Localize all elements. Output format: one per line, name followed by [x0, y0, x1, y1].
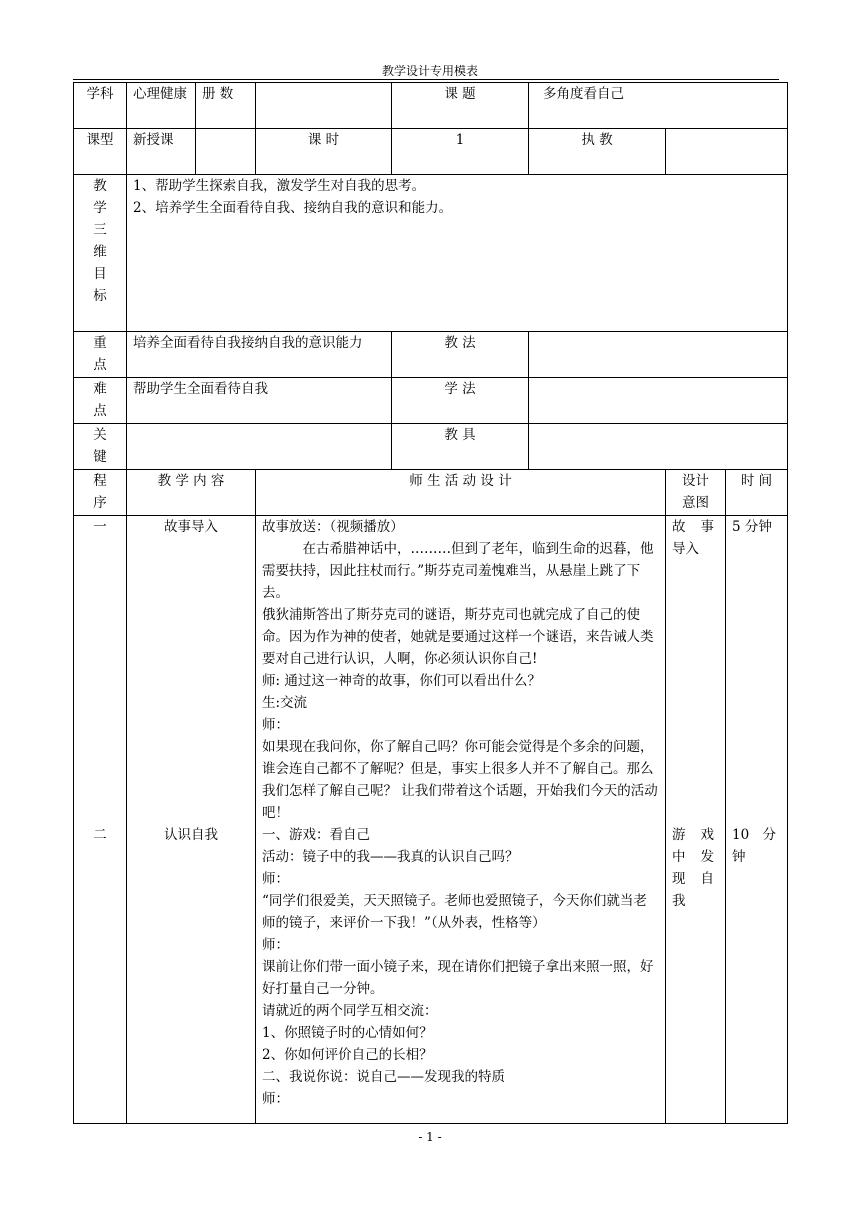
activity-line: 师: 通过这一神奇的故事，你们可以看出什么？	[262, 673, 541, 689]
activity-line: “同学们很爱美，天天照镜子。老师也爱照镜子，今天你们就当老师的镜子，来评价一下我！”（从外表，性格等）	[262, 893, 647, 931]
activity-line: 课前让你们带一面小镜子来，现在请你们把镜子拿出来照一照，好好打量自己一分钟。	[262, 959, 654, 997]
key-point-label: 重点	[74, 332, 127, 378]
page-number: - 1 -	[418, 1130, 442, 1144]
goals-label: 教学三维目标	[74, 175, 127, 332]
learn-method-label: 学 法	[392, 378, 529, 424]
volume-value	[256, 83, 392, 129]
time-column	[726, 516, 788, 1124]
activity-line: 活动：镜子中的我——我真的认识自己吗？	[262, 849, 519, 865]
volume-label: 册 数	[196, 83, 256, 129]
period-value: 1	[392, 129, 529, 175]
activity-line: 2、你如何评价自己的长相？	[262, 1047, 433, 1063]
teacher-label: 执 教	[529, 129, 666, 175]
activity-line: 师：	[262, 871, 289, 887]
intent-column	[666, 516, 726, 1124]
period-label: 课 时	[256, 129, 392, 175]
step-header: 程序	[74, 470, 127, 516]
subject-label: 学科	[74, 83, 127, 129]
step-intent: 游 戏中 发现 自我	[672, 827, 714, 909]
activity-content	[256, 516, 666, 1124]
activity-line: 生:交流	[262, 695, 308, 711]
step-number-column	[74, 516, 127, 1124]
goal-item: 2、培养学生全面看待自我、接纳自我的意识和能力。	[133, 200, 453, 216]
step-number: 二	[93, 827, 107, 843]
activity-line: 师：	[262, 1091, 289, 1107]
topic-label: 课 题	[392, 83, 529, 129]
subject-value: 心理健康	[127, 83, 196, 129]
step-time: 10 分钟	[732, 827, 776, 865]
tools-label: 教 具	[392, 424, 529, 470]
intent-header: 设计意图	[666, 470, 726, 516]
step-content: 认识自我	[164, 827, 218, 843]
activity-line: 一、游戏：看自己	[262, 827, 370, 843]
goal-item: 1、帮助学生探索自我，激发学生对自我的思考。	[133, 178, 426, 194]
step-time: 5 分钟	[732, 519, 772, 535]
key-value	[127, 424, 392, 470]
learn-method-value	[529, 378, 788, 424]
activity-line: 在古希腊神话中，………但到了老年，临到生命的迟暮，他需要扶持，因此拄杖而行。”斯芬克司羞愧难当，从悬崖上跳了下去。	[262, 541, 654, 601]
key-label: 关键	[74, 424, 127, 470]
lesson-plan-table	[73, 82, 788, 1124]
activity-line: 二、我说你说：说自己——发现我的特质	[262, 1069, 505, 1085]
activity-line: 俄狄浦斯答出了斯芬克司的谜语，斯芬克司也就完成了自己的使命。因为作为神的使者，她就是要通过这样一个谜语，来告诫人类要对自己进行认识，人啊，你必须认识你自己!	[262, 607, 654, 667]
activity-line: 如果现在我问你，你了解自己吗？你可能会觉得是个多余的问题，谁会连自己都不了解呢？但是，事实上很多人并不了解自己。那么我们怎样了解自己呢？ 让我们带着这个话题，开始我们今天的活动吧！	[262, 739, 658, 821]
header-rule	[73, 79, 779, 80]
difficulty-value: 帮助学生全面看待自我	[127, 378, 392, 424]
method-label: 教 法	[392, 332, 529, 378]
activity-line: 请就近的两个同学互相交流：	[262, 1003, 438, 1019]
step-content: 故事导入	[164, 519, 218, 535]
empty-cell	[196, 129, 256, 175]
method-value	[529, 332, 788, 378]
key-point-value: 培养全面看待自我接纳自我的意识能力	[127, 332, 392, 378]
teacher-value	[666, 129, 788, 175]
activity-line: 师：	[262, 937, 289, 953]
lesson-type-value: 新授课	[127, 129, 196, 175]
page-header-title: 教学设计专用模表	[381, 64, 478, 78]
activity-line: 师：	[262, 717, 289, 733]
step-number: 一	[93, 519, 107, 535]
tools-value	[529, 424, 788, 470]
difficulty-label: 难点	[74, 378, 127, 424]
time-header: 时 间	[726, 470, 788, 516]
goals-content	[127, 175, 788, 332]
topic-value: 多角度看自己	[529, 83, 788, 129]
step-intent: 故 事导入	[672, 519, 714, 557]
lesson-type-label: 课型	[74, 129, 127, 175]
activity-line: 故事放送：（视频播放）	[262, 519, 404, 535]
activity-header: 师 生 活 动 设 计	[256, 470, 666, 516]
content-header: 教 学 内 容	[127, 470, 256, 516]
step-content-column	[127, 516, 256, 1124]
activity-line: 1、你照镜子时的心情如何？	[262, 1025, 433, 1041]
